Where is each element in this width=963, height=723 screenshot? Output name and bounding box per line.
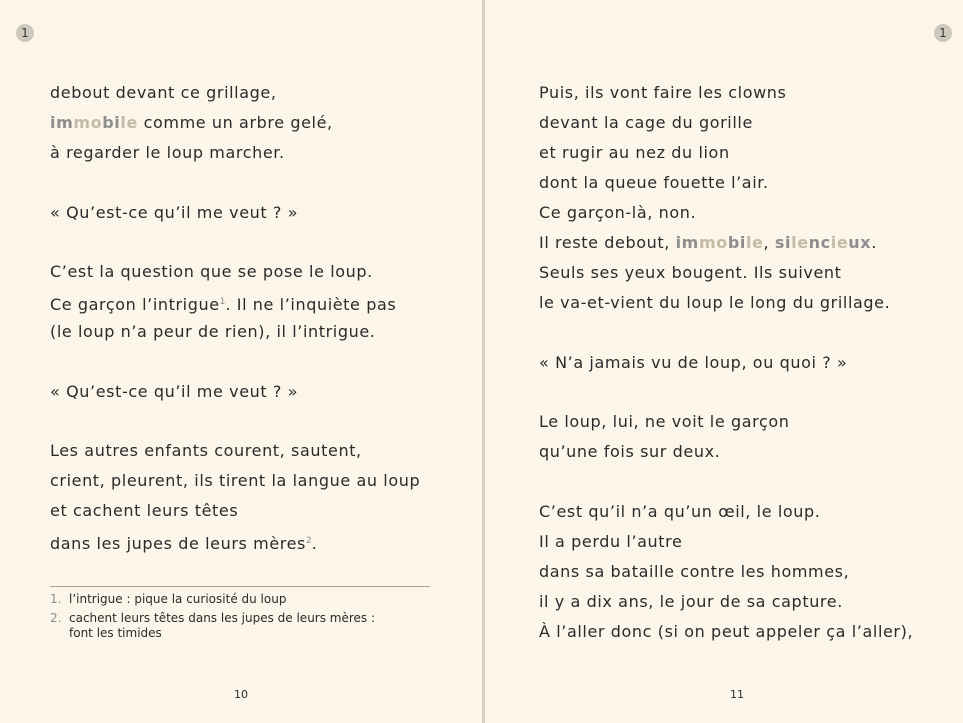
syllable: le [120,113,138,132]
footnote-item [50,592,440,607]
text-run: et rugir au nez du lion [539,143,730,162]
footnotes [50,592,440,645]
text-line [50,317,450,347]
text-line [539,78,949,108]
text-run: et cachent leurs têtes [50,501,239,520]
footnote-text-line: cachent leurs têtes dans les jupes de leurs mères : [69,611,376,625]
text-line [50,138,450,168]
text-run: crient, pleurent, ils tirent la langue au loup [50,471,421,490]
footnote-text: l’intrigue : pique la curiosité du loup [69,592,287,606]
stanza-break [50,168,450,198]
text-run: Le loup, lui, ne voit le garçon [539,412,790,431]
text-run: C’est la question que se pose le loup. [50,262,373,281]
text-line [539,138,949,168]
text-run: À l’aller donc (si on peut appeler ça l’aller), [539,621,914,641]
right-text-block [539,78,949,647]
syllable: im [675,233,699,252]
text-run: devant la cage du gorille [539,113,753,132]
text-run: Seuls ses yeux bougent. Ils suivent [539,263,842,282]
text-run: « Qu’est-ce qu’il me veut ? » [50,381,299,401]
page-number: 11 [730,688,744,701]
stanza-break [539,318,949,348]
text-line [539,198,949,228]
footnote-text [69,611,375,641]
text-line [539,617,949,647]
text-run: « Qu’est-ce qu’il me veut ? » [50,202,299,222]
text-run: Ce garçon-là, non. [539,203,697,222]
text-line [539,437,949,467]
text-run: , [763,233,775,252]
text-run: il y a dix ans, le jour de sa capture. [539,591,843,611]
syllable: si [774,233,792,252]
text-line [50,436,450,466]
text-run: (le loup n’a peur de rien), il l’intrigue. [50,322,376,341]
text-line [539,288,949,318]
text-line [539,348,949,378]
text-line [50,108,450,138]
footnote-item [50,611,440,641]
stanza-break [50,347,450,377]
text-line [50,526,450,556]
text-line [539,407,949,437]
stanza-break [539,378,949,408]
chapter-badge: 1 [16,24,34,42]
text-line [539,258,949,288]
footnote-divider [50,586,430,587]
footnote-reference: 2 [306,536,312,546]
text-line [50,78,450,108]
text-run: . [871,233,877,252]
text-run: Les autres enfants courent, sautent, [50,441,362,460]
text-line [539,168,949,198]
highlighted-word [775,233,871,252]
text-run: comme un arbre gelé, [137,113,333,132]
footnote-number: 2. [50,611,62,625]
syllable: ux [848,233,872,252]
syllable: bi [102,113,121,132]
footnote-text-line: font les timides [69,626,162,640]
text-run: le va-et-vient du loup le long du grillage. [539,293,891,312]
syllable: mo [73,113,103,132]
syllable: ie [830,233,849,252]
syllable: le [745,233,764,252]
chapter-badge: 1 [934,24,952,42]
text-line [50,496,450,526]
text-line [50,198,450,228]
text-run: qu’une fois sur deux. [539,442,721,461]
text-run: Ce garçon l’intrigue [50,295,220,314]
text-run: C’est qu’il n’a qu’un œil, le loup. [539,501,821,521]
text-run: dans les jupes de leurs mères [50,534,306,553]
text-run: debout devant ce grillage, [50,83,277,102]
text-line [539,228,949,258]
text-run: Puis, ils vont faire les clowns [539,83,787,102]
text-run: . [311,534,318,553]
text-line [539,497,949,527]
syllable: le [791,233,809,252]
text-run: dont la queue fouette l’air. [539,173,769,192]
highlighted-word [676,233,764,252]
stanza-break [50,407,450,437]
syllable: im [50,113,74,132]
stanza-break [539,467,949,497]
text-line [50,257,450,287]
text-line [539,527,949,557]
highlighted-word [50,113,138,132]
text-line [50,466,450,496]
text-line [50,287,450,317]
syllable: mo [698,233,728,252]
right-page [485,0,963,723]
footnote-reference: 1 [219,297,226,307]
text-line [50,377,450,407]
text-line [539,587,949,617]
left-text-block [50,78,450,556]
text-run: à regarder le loup marcher. [50,143,285,162]
text-line [539,108,949,138]
footnote-number: 1. [50,592,62,606]
text-run: Il reste debout, [539,233,676,252]
text-run: « N’a jamais vu de loup, ou quoi ? » [539,352,848,372]
page-number: 10 [234,688,248,701]
text-run: Il a perdu l’autre [539,531,683,551]
syllable: nc [808,233,831,252]
stanza-break [50,228,450,258]
text-run: dans sa bataille contre les hommes, [539,561,850,581]
text-line [539,557,949,587]
text-run: . Il ne l’inquiète pas [225,295,397,314]
syllable: bi [727,233,746,252]
